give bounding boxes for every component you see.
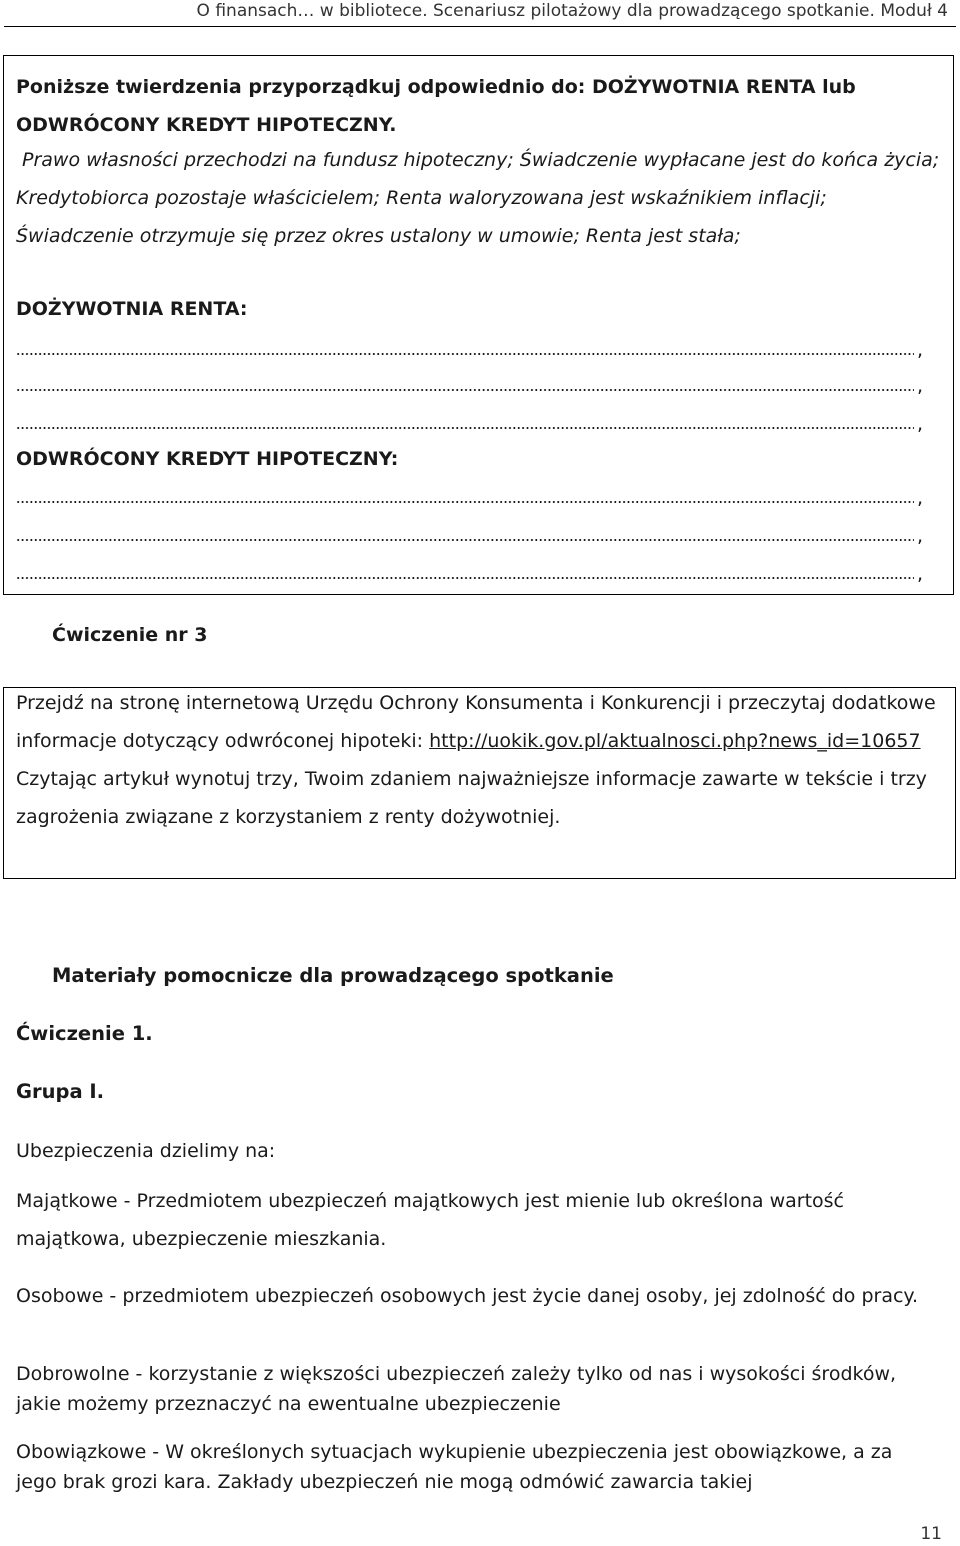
exercise1-heading: Ćwiczenie 1. [16, 1022, 153, 1045]
blank-comma: , [917, 487, 924, 509]
dotted-line [16, 426, 914, 430]
paragraph-osobowe: Osobowe - przedmiotem ubezpieczeń osobowych jest życie danej osoby, jej zdolność do pracy. [16, 1285, 918, 1307]
answer-blank[interactable] [16, 412, 939, 436]
blank-comma: , [917, 375, 924, 397]
answer-blank[interactable] [16, 562, 939, 586]
blank-comma: , [917, 339, 924, 361]
answer-blank[interactable] [16, 486, 939, 510]
paragraph-majatkowe: Majątkowe - Przedmiotem ubezpieczeń majątkowych jest mienie lub określona wartość majątkowa, ubezpieczenie mieszkania. [16, 1190, 845, 1250]
exercise3-intro: Przejdź na stronę internetową Urzędu Ochrony Konsumenta i Konkurencji i przeczytaj dodatkowe informacje dotyczący odwróconej hipoteki: [16, 692, 936, 752]
statements-text: Prawo własności przechodzi na fundusz hipoteczny; Świadczenie wypłacane jest do końca życia; Kredytobiorca pozostaje właścicielem; Renta waloryzowana jest wskaźnikiem inflacji; Świadczenie otrzymuje się przez okres ustalony w umowie; Renta jest stała; [16, 149, 940, 247]
paragraph-dobrowolne: Dobrowolne - korzystanie z większości ubezpieczeń zależy tylko od nas i wysokości środków, jakie możemy przeznaczyć na ewentualne ubezpieczenie [16, 1363, 897, 1415]
label-odwrocony-kredyt: ODWRÓCONY KREDYT HIPOTECZNY: [16, 448, 399, 470]
exercise3-title: Ćwiczenie nr 3 [52, 624, 208, 646]
materials-heading: Materiały pomocnicze dla prowadzącego spotkanie [52, 964, 614, 987]
blank-comma: , [917, 563, 924, 585]
answer-blank[interactable] [16, 524, 939, 548]
answer-blank[interactable] [16, 338, 939, 362]
dotted-line [16, 352, 914, 356]
dotted-line [16, 576, 914, 580]
label-dozywotnia-renta: DOŻYWOTNIA RENTA: [16, 298, 248, 320]
page-number: 11 [920, 1524, 942, 1544]
insurance-intro: Ubezpieczenia dzielimy na: [16, 1140, 276, 1162]
blank-comma: , [917, 413, 924, 435]
blank-comma: , [917, 525, 924, 547]
uokik-link[interactable]: http://uokik.gov.pl/aktualnosci.php?news_id=10657 [429, 730, 921, 752]
paragraph-obowiazkowe: Obowiązkowe - W określonych sytuacjach wykupienie ubezpieczenia jest obowiązkowe, a za jego brak grozi kara. Zakłady ubezpieczeń nie mogą odmówić zawarcia takiej [16, 1441, 893, 1493]
dotted-line [16, 538, 914, 542]
answer-blank[interactable] [16, 374, 939, 398]
exercise3-text [16, 684, 941, 836]
group1-heading: Grupa I. [16, 1080, 105, 1103]
statements-list [16, 141, 941, 255]
dotted-line [16, 388, 914, 392]
running-header: O finansach… w bibliotece. Scenariusz pilotażowy dla prowadzącego spotkanie. Moduł 4 [196, 1, 948, 21]
header-rule [4, 26, 956, 27]
exercise-instruction: Poniższe twierdzenia przyporządkuj odpowiednio do: DOŻYWOTNIA RENTA lub ODWRÓCONY KREDYT HIPOTECZNY. [16, 76, 856, 136]
exercise3-task: Czytając artykuł wynotuj trzy, Twoim zdaniem najważniejsze informacje zawarte w tekście i trzy zagrożenia związane z korzystaniem z renty dożywotniej. [16, 768, 927, 828]
dotted-line [16, 500, 914, 504]
